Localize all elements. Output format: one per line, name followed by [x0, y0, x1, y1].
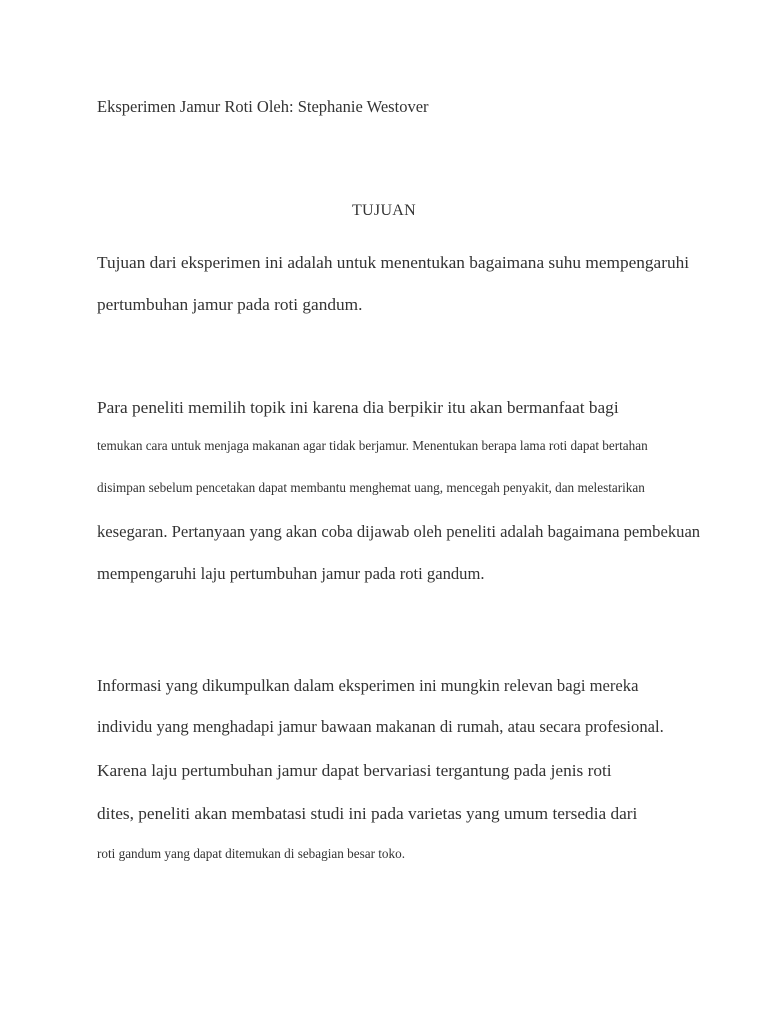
paragraph-line: mempengaruhi laju pertumbuhan jamur pada roti gandum.: [97, 564, 485, 583]
paragraph-line: Para peneliti memilih topik ini karena dia berpikir itu akan bermanfaat bagi: [97, 398, 619, 417]
paragraph-line: temukan cara untuk menjaga makanan agar tidak berjamur. Menentukan berapa lama roti dapat bertahan: [97, 438, 648, 453]
paragraph-line: roti gandum yang dapat ditemukan di sebagian besar toko.: [97, 846, 405, 861]
paragraph-line: kesegaran. Pertanyaan yang akan coba dijawab oleh peneliti adalah bagaimana pembekuan: [97, 522, 701, 541]
paragraph-line: Karena laju pertumbuhan jamur dapat bervariasi tergantung pada jenis roti: [97, 761, 612, 780]
paragraph-line: individu yang menghadapi jamur bawaan makanan di rumah, atau secara profesional.: [97, 717, 664, 736]
paragraph-line: Informasi yang dikumpulkan dalam eksperimen ini mungkin relevan bagi mereka: [97, 676, 639, 695]
paragraph-line: dites, peneliti akan membatasi studi ini pada varietas yang umum tersedia dari: [97, 804, 638, 823]
paragraph-line: disimpan sebelum pencetakan dapat membantu menghemat uang, mencegah penyakit, dan melestarikan: [97, 480, 645, 495]
paragraph-line: Tujuan dari eksperimen ini adalah untuk menentukan bagaimana suhu mempengaruhi: [97, 253, 690, 272]
paragraph-line: pertumbuhan jamur pada roti gandum.: [97, 295, 363, 314]
document-title: Eksperimen Jamur Roti Oleh: Stephanie Westover: [97, 97, 429, 116]
section-heading: TUJUAN: [351, 202, 417, 219]
